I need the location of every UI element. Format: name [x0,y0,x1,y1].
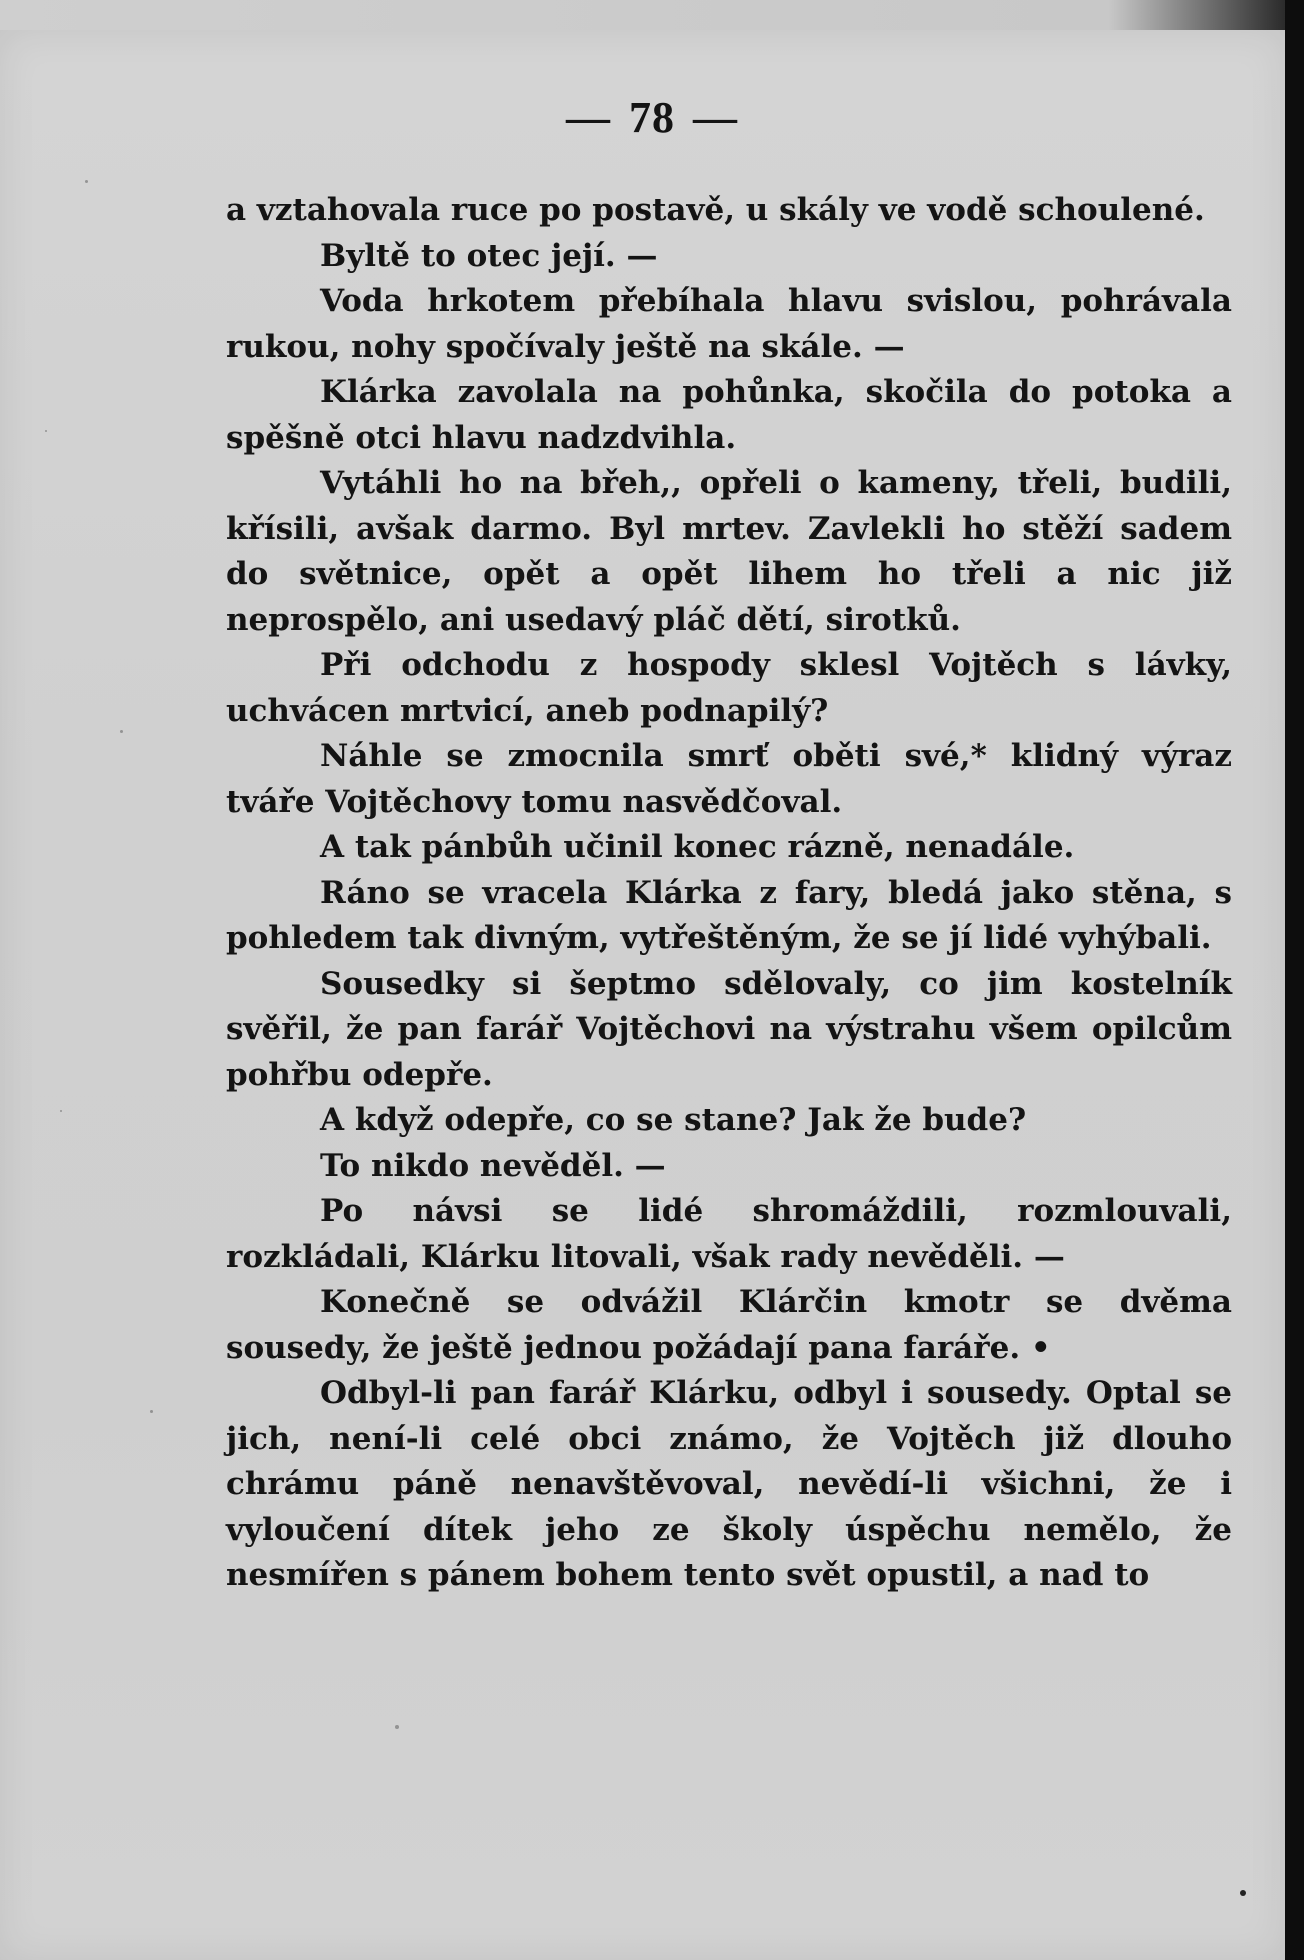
paragraph: Konečně se odvážil Klárčin kmotr se dvěma sousedy, že ještě jednou požádají pana faráře. • [226,1284,1232,1366]
paragraph: Klárka zavolala na pohůnka, skočila do potoka a spěšně otci hlavu nadzdvihla. [226,374,1232,456]
header-dash-left: — [566,93,611,142]
paragraph: Při odchodu z hospody sklesl Vojtěch s lávky, uchvácen mrtvicí, aneb podnapilý? [226,647,1232,729]
paragraph: Náhle se zmocnila smrť oběti své,* klidný výraz tváře Vojtěchovy tomu nasvědčoval. [226,738,1232,820]
paragraph: Ráno se vracela Klárka z fary, bledá jako stěna, s pohledem tak divným, vytřeštěným, že se jí lidé vyhýbali. [226,874,1232,956]
paragraph: To nikdo nevěděl. — [320,1147,666,1184]
paragraph: Byltě to otec její. — [320,237,658,274]
body-text [226,188,1232,1599]
paragraph: A tak pánbůh učinil konec rázně, nenadále. [320,829,1075,865]
scan-top-border [0,0,1304,30]
header-dash-right: — [693,93,738,142]
paragraph: A když odepře, co se stane? Jak že bude? [320,1102,1027,1138]
paragraph: Sousedky si šeptmo sdělovaly, co jim kostelník svěřil, že pan farář Vojtěchovi na výstrahu všem opilcům pohřbu odepře. [226,965,1232,1093]
page-number: 78 [629,93,675,142]
paragraph: Vytáhli ho na břeh,, opřeli o kameny, třeli, budili, křísili, avšak darmo. Byl mrtev. Zavlekli ho stěží sadem do světnice, opět a opět lihem ho třeli a nic již neprospělo, ani usedavý pláč dětí, sirotků. [226,465,1232,638]
paragraph: a vztahovala ruce po postavě, u skály ve vodě schoulené. [226,192,1205,228]
paragraph: Voda hrkotem přebíhala hlavu svislou, pohrávala rukou, nohy spočívaly ještě na skále. — [226,283,1232,365]
paragraph: Odbyl-li pan farář Klárku, odbyl i sousedy. Optal se jich, není-li celé obci známo, že Vojtěch již dlouho chrámu páně nenavštěvoval, nevědí-li všichni, že i vyloučení dítek jeho ze školy úspěchu nemělo, že nesmířen s pánem bohem tento svět opustil, a nad to [226,1375,1232,1593]
scan-right-edge [1285,0,1304,1960]
paragraph: Po návsi se lidé shromáždili, rozmlouvali, rozkládali, Klárku litovali, však rady nevěděli. — [226,1193,1232,1275]
page-header [0,92,1304,143]
